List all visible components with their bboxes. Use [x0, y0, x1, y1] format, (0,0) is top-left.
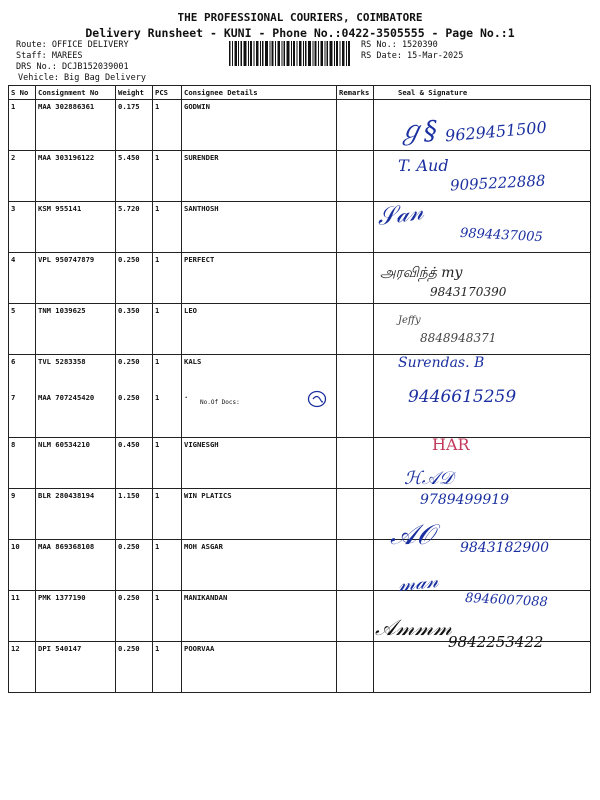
cell-sno: 1: [9, 100, 36, 151]
cons-6: TVL 5283358: [38, 357, 86, 366]
col-consignee: Consignee Details: [182, 86, 337, 100]
handwritten-phone: 9446615259: [408, 387, 517, 407]
cell-consignment: MAA 303196122: [36, 151, 116, 202]
no-of-docs-label: No.Of Docs:: [200, 399, 240, 406]
weight-6: 0.250: [118, 357, 140, 366]
cell-sno: 3: [9, 202, 36, 253]
cell-pcs: 1: [153, 591, 182, 642]
pcs-7: 1: [155, 393, 160, 402]
handwritten-phone: 9789499919: [420, 492, 510, 508]
cell-pcs: 1: [153, 438, 182, 489]
cell-consignee: SURENDER: [182, 151, 337, 202]
cell-pcs: 1: [153, 202, 182, 253]
cell-consignment: NLM 60534210: [36, 438, 116, 489]
signature-scribble: 𝒮𝒶𝓃: [375, 196, 426, 232]
cell-pcs: 1: [153, 304, 182, 355]
cell-consignee: MOH ASGAR: [182, 540, 337, 591]
handwritten-phone: 9842253422: [448, 633, 544, 651]
cell-pcs: 1: [153, 253, 182, 304]
cell-consignee: GODWIN: [182, 100, 337, 151]
cell-sno: 9: [9, 489, 36, 540]
cell-consignment: BLR 280438194: [36, 489, 116, 540]
cell-pcs: 1: [153, 642, 182, 693]
cell-consignee: LEO: [182, 304, 337, 355]
cell-consignment: VPL 950747879: [36, 253, 116, 304]
handwritten-phone: 9843170390: [430, 285, 507, 299]
col-weight: Weight: [116, 86, 153, 100]
vehicle: Vehicle: Big Bag Delivery: [18, 73, 146, 83]
barcode-icon: [229, 41, 350, 66]
handwritten-name: Surendas. B: [398, 355, 485, 371]
cell-weight: 0.350: [116, 304, 153, 355]
cell-sno: 12: [9, 642, 36, 693]
cell-pcs: 1: [153, 489, 182, 540]
cell-sno: 5: [9, 304, 36, 355]
handwritten-name: அரவிந்த் my: [380, 265, 463, 281]
cell-remarks: [337, 591, 374, 642]
signature-scribble: ℊ§: [398, 116, 438, 146]
cell-remarks: [337, 151, 374, 202]
cell-weight: 0.250: [116, 642, 153, 693]
cell-consignee: KALS · No.Of Docs:: [182, 355, 337, 438]
cell-consignee: POORVAA: [182, 642, 337, 693]
cell-signature: [374, 304, 591, 355]
cons-7: MAA 707245420: [38, 393, 95, 402]
col-consignment: Consignment No: [36, 86, 116, 100]
rs-number: RS No.: 1520390: [361, 40, 438, 50]
col-signature: Seal & Signature: [374, 86, 591, 100]
drs-number: DRS No.: DCJB152039001: [16, 62, 129, 72]
cell-pcs: 1: [153, 540, 182, 591]
cell-remarks: [337, 100, 374, 151]
cell-weight: 5.450: [116, 151, 153, 202]
weight-7: 0.250: [118, 393, 140, 402]
cell-consignment: MAA 869368108: [36, 540, 116, 591]
cell-remarks: [337, 253, 374, 304]
cell-pcs: 1: [153, 151, 182, 202]
handwritten-phone: 9095222888: [449, 171, 546, 195]
cell-sno: [9, 355, 36, 438]
signature-scribble: 𝓂𝒶𝓃: [396, 567, 440, 597]
cell-remarks: [337, 355, 374, 438]
route: Route: OFFICE DELIVERY: [16, 40, 129, 50]
cell-weight: 5.720: [116, 202, 153, 253]
sno-6: 6: [11, 357, 16, 366]
col-pcs: PCS: [153, 86, 182, 100]
rs-date: RS Date: 15-Mar-2025: [361, 51, 464, 61]
pcs-6: 1: [155, 357, 160, 366]
handwritten-initials: HAR: [432, 435, 470, 454]
staff: Staff: MAREES: [16, 51, 83, 61]
cell-remarks: [337, 642, 374, 693]
signature-scribble: 𝒜𝒪: [390, 518, 435, 551]
cell-consignment: KSM 955141: [36, 202, 116, 253]
cell-sno: 4: [9, 253, 36, 304]
handwritten-phone: 8946007088: [464, 590, 549, 611]
cell-weight: 0.450: [116, 438, 153, 489]
cell-consignee: WIN PLATICS: [182, 489, 337, 540]
company-title: THE PROFESSIONAL COURIERS, COIMBATORE: [177, 11, 423, 24]
cell-sno: 10: [9, 540, 36, 591]
cell-consignee: PERFECT: [182, 253, 337, 304]
cell-weight: 0.250: [116, 591, 153, 642]
cell-remarks: [337, 202, 374, 253]
table-header: [9, 86, 591, 100]
cell-remarks: [337, 489, 374, 540]
cell-consignee: MANIKANDAN: [182, 591, 337, 642]
cell-remarks: [337, 540, 374, 591]
cell-weight: 0.175: [116, 100, 153, 151]
cell-consignment: MAA 302886361: [36, 100, 116, 151]
runsheet-subtitle: Delivery Runsheet - KUNI - Phone No.:0422-3505555 - Page No.:1: [85, 26, 515, 40]
cell-sno: 11: [9, 591, 36, 642]
handwritten-phone: 9894437005: [459, 225, 544, 246]
table-row: [9, 304, 591, 355]
cell-consignee: VIGNESGH: [182, 438, 337, 489]
cell-consignment: TNM 1039625: [36, 304, 116, 355]
handwritten-phone: 9629451500: [444, 117, 548, 146]
handwritten-name: Jeffy: [398, 315, 421, 326]
cell-sno: 8: [9, 438, 36, 489]
cell-weight: [116, 355, 153, 438]
stamp-icon: [307, 390, 327, 408]
signature-scribble: 𝒜𝓂𝓂𝓂: [375, 616, 452, 641]
cell-weight: 0.250: [116, 253, 153, 304]
cell-remarks: [337, 304, 374, 355]
name-6: KALS: [184, 357, 202, 366]
cell-consignee: SANTHOSH: [182, 202, 337, 253]
col-remarks: Remarks: [337, 86, 374, 100]
handwritten-phone: 8848948371: [420, 331, 497, 345]
table-row: [9, 202, 591, 253]
handwritten-phone: 9843182900: [460, 540, 550, 556]
cell-pcs: [153, 355, 182, 438]
signature-scribble: ℋ𝒜𝒟: [404, 468, 454, 489]
col-sno: S No: [9, 86, 36, 100]
cell-sno: 2: [9, 151, 36, 202]
cell-consignment: PMK 1377190: [36, 591, 116, 642]
cell-consignment: DPI 540147: [36, 642, 116, 693]
cell-remarks: [337, 438, 374, 489]
sno-7: 7: [11, 393, 16, 402]
cell-weight: 0.250: [116, 540, 153, 591]
cell-weight: 1.150: [116, 489, 153, 540]
cell-consignment: [36, 355, 116, 438]
handwritten-name: T. Aud: [398, 156, 449, 175]
cell-pcs: 1: [153, 100, 182, 151]
table-row: [9, 438, 591, 489]
